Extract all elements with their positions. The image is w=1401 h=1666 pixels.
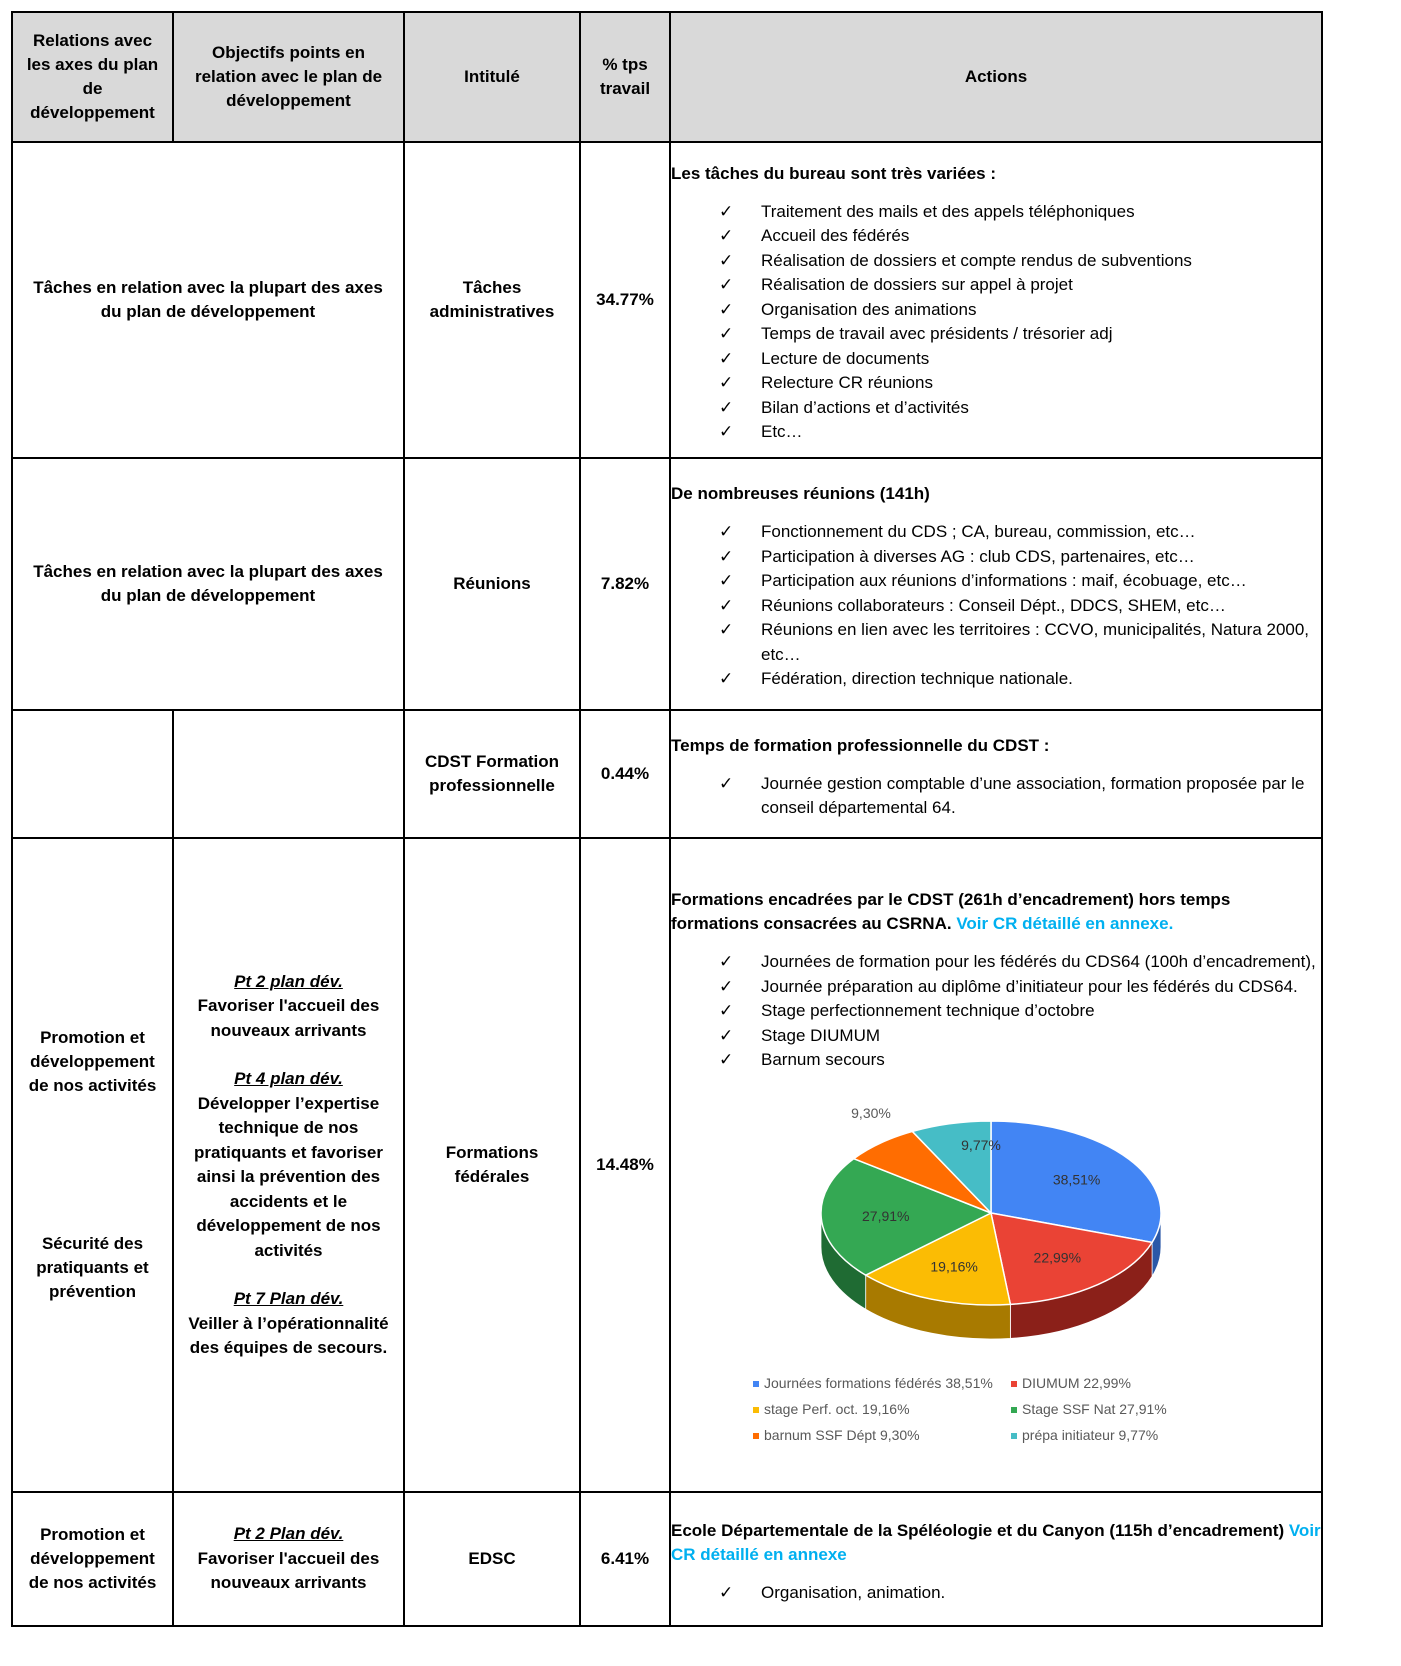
legend-label: barnum SSF Dépt 9,30% (764, 1426, 920, 1443)
intitule-cell: Réunions (404, 458, 580, 710)
relation-securite: Sécurité des pratiquants et prévention (36, 1234, 149, 1301)
check-icon: ✓ (719, 1050, 734, 1070)
pie-chart-svg (731, 1095, 1251, 1365)
table-row (12, 142, 1322, 458)
objectif-point: Pt 4 plan dév. Développer l’expertise technique de nos pratiquants et favoriser ainsi la prévention des accidents et le développement de nos activités (194, 1069, 383, 1260)
objectif-text: Favoriser l'accueil des nouveaux arrivants (197, 1548, 380, 1593)
work-time-table (11, 11, 1323, 1627)
list-item: ✓ Fédération, direction technique nationale. (719, 667, 1321, 692)
list-item: ✓ Participation aux réunions d’informations : maif, écobuage, etc… (719, 569, 1321, 594)
legend-swatch (1011, 1381, 1017, 1387)
legend-item (1011, 1396, 1167, 1422)
header-objectifs: Objectifs points en relation avec le plan de développement (173, 12, 404, 142)
check-icon: ✓ (719, 201, 734, 221)
chart-legend (753, 1370, 1251, 1448)
check-icon: ✓ (719, 620, 734, 640)
check-icon: ✓ (719, 952, 734, 972)
check-icon: ✓ (719, 571, 734, 591)
pie-data-label: 9,30% (851, 1104, 891, 1121)
check-icon: ✓ (719, 422, 734, 441)
list-item: ✓ Participation à diverses AG : club CDS, partenaires, etc… (719, 545, 1321, 570)
actions-list (671, 772, 1321, 821)
table-row (12, 710, 1322, 838)
pct-cell: 0.44% (580, 710, 670, 838)
relation-cell: Promotion et développement de nos activités (12, 1492, 173, 1626)
pct-cell: 7.82% (580, 458, 670, 710)
list-item: ✓ Traitement des mails et des appels téléphoniques (719, 200, 1321, 225)
list-item: ✓ Stage perfectionnement technique d’octobre (719, 999, 1321, 1024)
relation-cell: Tâches en relation avec la plupart des axes du plan de développement (12, 458, 404, 710)
legend-label: stage Perf. oct. 19,16% (764, 1400, 910, 1417)
list-item: ✓ Fonctionnement du CDS ; CA, bureau, commission, etc… (719, 520, 1321, 545)
check-icon: ✓ (719, 324, 734, 343)
annex-link[interactable]: Voir CR détaillé en annexe. (956, 914, 1174, 934)
check-icon: ✓ (719, 546, 734, 566)
actions-cell (670, 458, 1322, 710)
check-icon: ✓ (719, 348, 734, 368)
intitule-cell: EDSC (404, 1492, 580, 1626)
objectif-pt: Pt 2 Plan dév. (233, 1524, 344, 1544)
check-icon: ✓ (719, 373, 734, 392)
pct-cell: 6.41% (580, 1492, 670, 1626)
objectif-cell-empty (173, 710, 404, 838)
header-intitule: Intitulé (404, 12, 580, 142)
check-icon: ✓ (719, 595, 734, 615)
list-item: ✓ Stage DIUMUM (719, 1024, 1321, 1049)
actions-cell (670, 142, 1322, 458)
legend-swatch (1011, 1407, 1017, 1413)
legend-item (753, 1422, 1011, 1448)
list-item: ✓ Etc… (719, 420, 1321, 445)
check-icon: ✓ (719, 226, 734, 245)
pie-data-label: 22,99% (1033, 1249, 1082, 1266)
list-item: ✓ Réunions en lien avec les territoires : CCVO, municipalités, Natura 2000, etc… (719, 620, 1310, 664)
actions-list (671, 1581, 1321, 1606)
objectif-cell (173, 838, 404, 1492)
legend-item (753, 1396, 1011, 1422)
check-icon: ✓ (719, 1025, 734, 1045)
legend-swatch (753, 1381, 759, 1387)
table-row (12, 458, 1322, 710)
pie-data-label: 38,51% (1052, 1171, 1101, 1188)
legend-label: prépa initiateur 9,77% (1022, 1426, 1159, 1443)
check-icon: ✓ (719, 275, 734, 294)
actions-cell (670, 838, 1322, 1492)
list-item: ✓ Journée gestion comptable d’une association, formation proposée par le conseil départemental 64. (719, 773, 1305, 817)
check-icon: ✓ (719, 299, 734, 319)
check-icon: ✓ (719, 250, 734, 270)
check-icon: ✓ (719, 522, 734, 542)
list-item: ✓ Journée préparation au diplôme d’initiateur pour les fédérés du CDS64. (719, 975, 1321, 1000)
check-icon: ✓ (719, 1001, 734, 1021)
legend-item (753, 1370, 1011, 1396)
annex-link[interactable]: Voir CR détaillé en annexe (671, 1520, 1321, 1564)
check-icon: ✓ (719, 976, 734, 996)
objectif-point: Pt 2 plan dév. Favoriser l'accueil des nouveaux arrivants (197, 971, 380, 1040)
check-icon: ✓ (719, 773, 734, 793)
actions-title: Formations encadrées par le CDST (261h d’encadrement) hors temps formations consacrées au CSRNA. Voir CR détaillé en annexe. (671, 890, 1231, 934)
legend-swatch (1011, 1433, 1017, 1439)
intitule-cell: Formations fédérales (404, 838, 580, 1492)
relation-cell: Tâches en relation avec la plupart des axes du plan de développement (12, 142, 404, 458)
list-item: ✓ Bilan d’actions et d’activités (719, 396, 1321, 421)
legend-item (1011, 1422, 1158, 1448)
intitule-cell: Tâches administratives (404, 142, 580, 458)
pct-cell: 34.77% (580, 142, 670, 458)
list-item: ✓ Réalisation de dossiers sur appel à projet (719, 273, 1321, 298)
pie-data-label: 27,91% (862, 1207, 910, 1224)
list-item: ✓ Barnum secours (719, 1048, 1321, 1073)
legend-swatch (753, 1433, 759, 1439)
header-actions: Actions (670, 12, 1322, 142)
relation-cell-empty (12, 710, 173, 838)
actions-cell (670, 1492, 1322, 1626)
list-item: ✓ Temps de travail avec présidents / trésorier adj (719, 322, 1321, 347)
objectif-cell (173, 1492, 404, 1626)
actions-list (671, 950, 1321, 1073)
actions-title: Les tâches du bureau sont très variées : (671, 163, 997, 183)
check-icon: ✓ (719, 397, 734, 417)
legend-item (1011, 1370, 1131, 1396)
actions-list (671, 520, 1321, 692)
pie-data-label: 19,16% (930, 1258, 978, 1275)
header-pct: % tps travail (580, 12, 670, 142)
list-item: ✓ Lecture de documents (719, 347, 1321, 372)
list-item: ✓ Organisation des animations (719, 298, 1321, 323)
relation-cell (12, 838, 173, 1492)
actions-list (671, 200, 1321, 445)
intitule-cell: CDST Formation professionnelle (404, 710, 580, 838)
relation-promotion: Promotion et développement de nos activités (28, 1028, 157, 1095)
list-item: ✓ Journées de formation pour les fédérés du CDS64 (100h d’encadrement), (719, 950, 1321, 975)
actions-cell (670, 710, 1322, 838)
legend-swatch (753, 1407, 759, 1413)
legend-label: Journées formations fédérés 38,51% (764, 1374, 993, 1391)
legend-label: Stage SSF Nat 27,91% (1022, 1400, 1167, 1417)
legend-label: DIUMUM 22,99% (1022, 1374, 1131, 1391)
list-item: ✓ Organisation, animation. (719, 1581, 1321, 1606)
table-row (12, 838, 1322, 1492)
check-icon: ✓ (719, 669, 734, 689)
list-item: ✓ Relecture CR réunions (719, 371, 1321, 396)
pie-data-label: 9,77% (961, 1136, 1001, 1153)
table-row (12, 1492, 1322, 1626)
pie-chart (731, 1095, 1251, 1448)
actions-title: Temps de formation professionnelle du CDST : (671, 735, 1050, 755)
check-icon: ✓ (719, 1582, 734, 1602)
list-item: ✓ Accueil des fédérés (719, 224, 1321, 249)
table-header (12, 12, 1322, 142)
pct-cell: 14.48% (580, 838, 670, 1492)
header-relations: Relations avec les axes du plan de développement (12, 12, 173, 142)
actions-title: Ecole Départementale de la Spéléologie et du Canyon (115h d’encadrement) Voir CR détaillé en annexe (671, 1520, 1321, 1564)
objectif-point: Pt 7 Plan dév. Veiller à l’opérationnalité des équipes de secours. (188, 1289, 389, 1357)
list-item: ✓ Réalisation de dossiers et compte rendus de subventions (719, 249, 1321, 274)
actions-title: De nombreuses réunions (141h) (671, 484, 930, 504)
list-item: ✓ Réunions collaborateurs : Conseil Dépt., DDCS, SHEM, etc… (719, 594, 1321, 619)
